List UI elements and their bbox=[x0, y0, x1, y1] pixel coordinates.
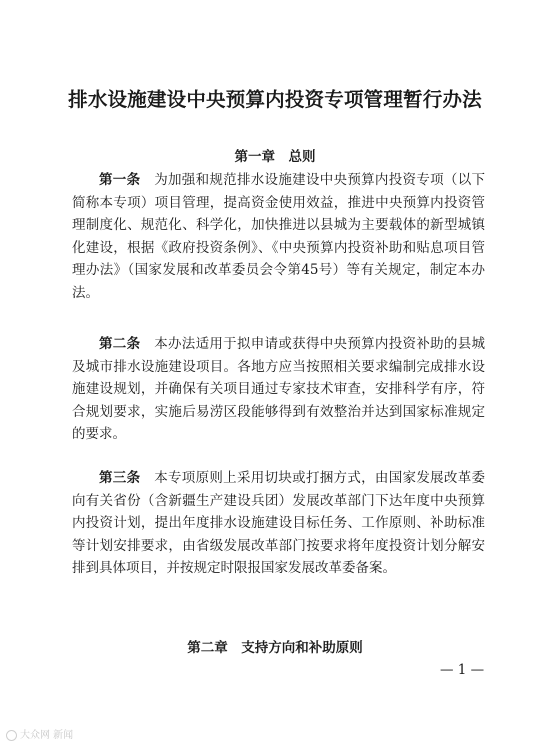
chapter-heading-1: 第一章 总则 bbox=[234, 149, 316, 165]
article-2-lead: 第二条 bbox=[99, 336, 141, 352]
article-3-text: 本专项原则上采用切块或打捆方式，由国家发展改革委向有关省份（含新疆生产建设兵团）发展改革部门下达年度中央预算内投资计划，提出年度排水设施建设目标任务、工作原则、补助标准等计划安排要求，由省级发展改革部门按要求将年度投资计划分解安排到具体项目，并按规定时限报国家发展改革委备案。 bbox=[72, 470, 486, 577]
watermark-logo-icon bbox=[6, 730, 17, 741]
article-1-lead: 第一条 bbox=[99, 172, 141, 188]
page-number: — 1 — bbox=[440, 662, 485, 678]
document-title: 排水设施建设中央预算内投资专项管理暂行办法 bbox=[68, 88, 482, 111]
article-3 bbox=[72, 467, 485, 580]
article-1 bbox=[72, 169, 485, 305]
article-2-text: 本办法适用于拟申请或获得中央预算内投资补助的县城及城市排水设施建设项目。各地方应当按照相关要求编制完成排水设施建设规划，并确保有关项目通过专家技术审查，安排科学有序，符合规划要求，实施后易涝区段能够得到有效整治并达到国家标准规定的要求。 bbox=[72, 336, 486, 443]
article-3-lead: 第三条 bbox=[99, 470, 141, 486]
watermark-text: 大众网 新闻 bbox=[20, 730, 74, 741]
article-1-text: 为加强和规范排水设施建设中央预算内投资专项（以下简称本专项）项目管理，提高资金使用效益，推进中央预算内投资管理制度化、规范化、科学化，加快推进以县城为主要载体的新型城镇化建设，根据《政府投资条例》、《中央预算内投资补助和贴息项目管理办法》（国家发展和改革委员会令第45号）等有关规定，制定本办法。 bbox=[72, 172, 486, 301]
article-2 bbox=[72, 333, 485, 446]
watermark bbox=[6, 726, 73, 741]
chapter-heading-2: 第二章 支持方向和补助原则 bbox=[187, 640, 363, 656]
